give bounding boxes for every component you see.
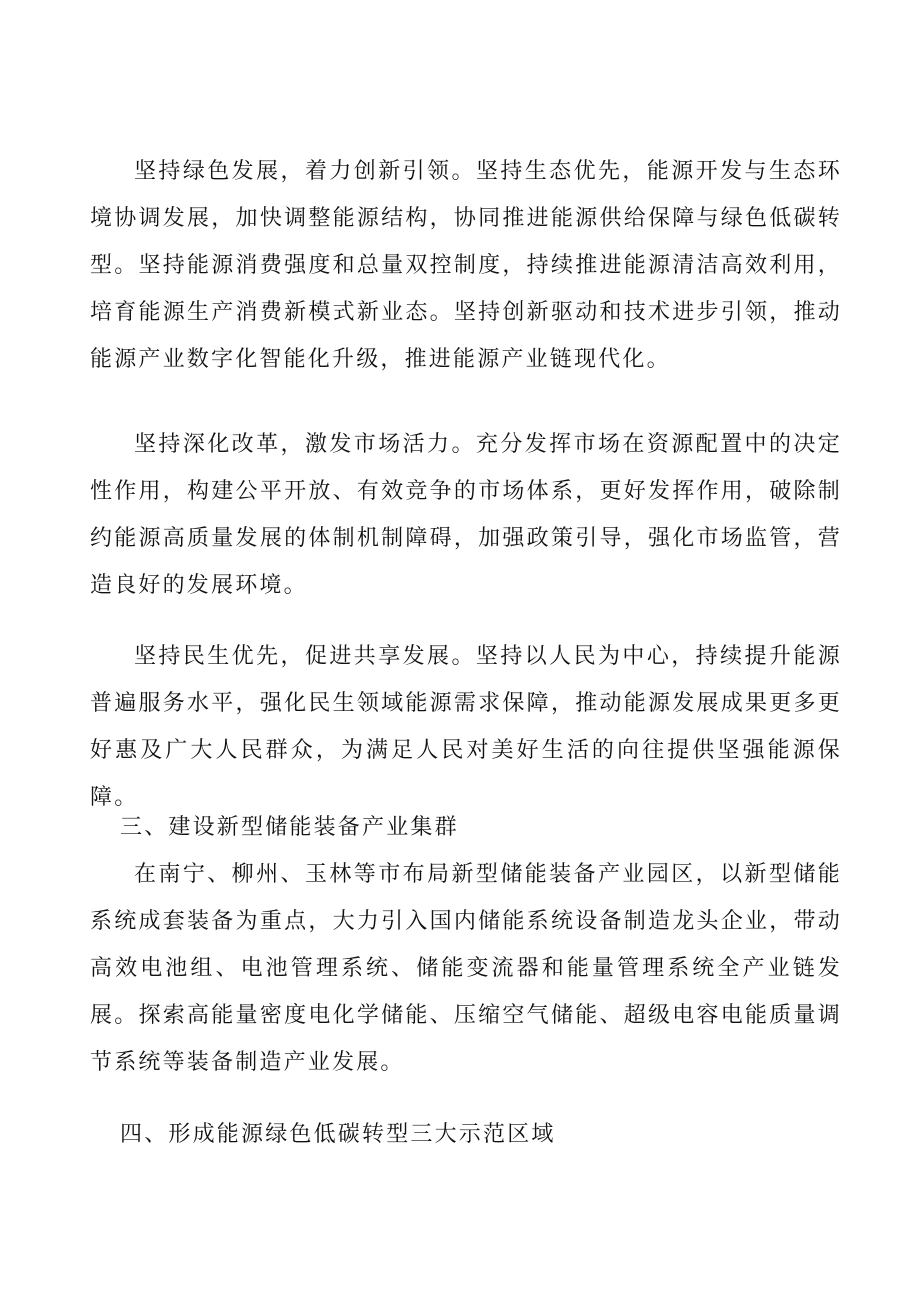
section-heading-energy-storage: 三、建设新型储能装备产业集群	[120, 815, 459, 840]
section-heading-demonstration-zones: 四、形成能源绿色低碳转型三大示范区域	[120, 1122, 556, 1147]
paragraph-livelihood-priority: 坚持民生优先，促进共享发展。坚持以人民为中心，持续提升能源普遍服务水平，强化民生领域能源需求保障，推动能源发展成果更多更好惠及广大人民群众，为满足人民对美好生活的向往提供坚强能源保障。	[90, 644, 842, 810]
paragraph-deepen-reform: 坚持深化改革，激发市场活力。充分发挥市场在资源配置中的决定性作用，构建公平开放、有效竞争的市场体系，更好发挥作用，破除制约能源高质量发展的体制机制障碍，加强政策引导，强化市场监管，营造良好的发展环境。	[90, 432, 842, 598]
paragraph-green-development: 坚持绿色发展，着力创新引领。坚持生态优先，能源开发与生态环境协调发展，加快调整能源结构，协同推进能源供给保障与绿色低碳转型。坚持能源消费强度和总量双控制度，持续推进能源清洁高效利用，培育能源生产消费新模式新业态。坚持创新驱动和技术进步引领，推动能源产业数字化智能化升级，推进能源产业链现代化。	[90, 159, 842, 372]
paragraph-energy-storage: 在南宁、柳州、玉林等市布局新型储能装备产业园区，以新型储能系统成套装备为重点，大力引入国内储能系统设备制造龙头企业，带动高效电池组、电池管理系统、储能变流器和能量管理系统全产业链发展。探索高能量密度电化学储能、压缩空气储能、超级电容电能质量调节系统等装备制造产业发展。	[90, 862, 842, 1075]
